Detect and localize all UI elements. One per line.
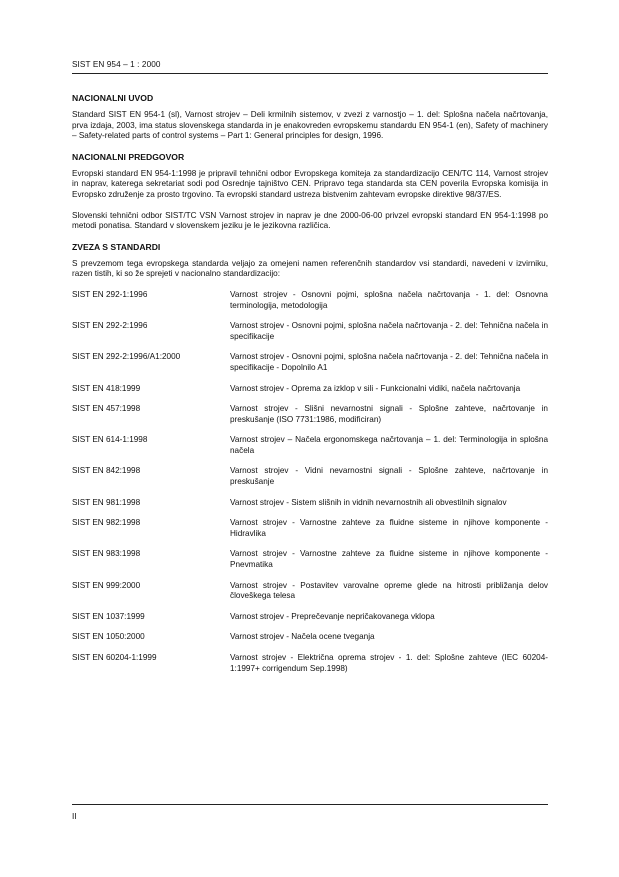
page-number: II bbox=[72, 812, 77, 821]
reference-title: Varnost strojev - Osnovni pojmi, splošna načela načrtovanja - 2. del: Tehnična načela in specifikacije bbox=[230, 321, 548, 341]
section-nacionalni-uvod bbox=[72, 93, 548, 142]
reference-title: Varnost strojev - Vidni nevarnostni signali - Splošne zahteve, načrtovanje in preskušanje bbox=[230, 466, 548, 487]
reference-row bbox=[72, 612, 548, 623]
reference-title: Varnost strojev - Električna oprema strojev - 1. del: Splošne zahteve (IEC 60204-1:1997+ corrigendum Sep.1998) bbox=[230, 653, 548, 673]
reference-title: Varnost strojev - Varnostne zahteve za fluidne sisteme in njihove komponente - Pnevmatika bbox=[230, 549, 548, 570]
reference-title: Varnost strojev - Osnovni pojmi, splošna načela načrtovanja - 2. del: Tehnična načela in specifikacije - Dopolnilo A1 bbox=[230, 352, 548, 372]
reference-code: SIST EN 614-1:1998 bbox=[72, 435, 148, 445]
reference-row bbox=[72, 352, 548, 373]
document-header: SIST EN 954 – 1 : 2000 bbox=[72, 60, 161, 69]
reference-row bbox=[72, 321, 548, 342]
reference-title: Varnost strojev - Varnostne zahteve za fluidne sisteme in njihove komponente - Hidravlika bbox=[230, 518, 548, 538]
section-title: NACIONALNI PREDGOVOR bbox=[72, 151, 185, 162]
reference-title: Varnost strojev – Načela ergonomskega načrtovanja – 1. del: Terminologija in splošna načela bbox=[230, 435, 548, 455]
reference-code: SIST EN 292-1:1996 bbox=[72, 289, 148, 299]
reference-code: SIST EN 292-2:1996/A1:2000 bbox=[72, 352, 181, 362]
reference-code: SIST EN 982:1998 bbox=[72, 518, 141, 528]
paragraph: Evropski standard EN 954-1:1998 je pripravil tehnični odbor Evropskega komiteja za standardizacijo CEN/TC 114, Varnost strojev in naprav, katerega sekretariat sodi pod Osrednje tajništvo CEN. Pripravo tega standarda sta CEN poverila Evropska komisija in Evropsko združenje za prosto trgovino. Ta evropski standard ustreza bistvenim zahtevam evropske direktive 98/37/ES. bbox=[72, 168, 548, 199]
section-nacionalni-predgovor bbox=[72, 152, 548, 232]
reference-row bbox=[72, 498, 548, 509]
section-title: ZVEZA S STANDARDI bbox=[72, 241, 161, 252]
reference-title: Varnost strojev - Postavitev varovalne opreme glede na hitrosti približanja delov človeškega telesa bbox=[230, 580, 548, 601]
header-rule bbox=[72, 73, 548, 74]
reference-code: SIST EN 418:1999 bbox=[72, 383, 141, 393]
reference-title: Varnost strojev - Oprema za izklop v sili - Funkcionalni vidiki, načela načrtovanja bbox=[230, 383, 521, 393]
reference-code: SIST EN 999:2000 bbox=[72, 580, 141, 590]
reference-code: SIST EN 842:1998 bbox=[72, 466, 141, 476]
reference-title: Varnost strojev - Sistem slišnih in vidnih nevarnostnih ali obvestilnih signalov bbox=[230, 497, 507, 507]
reference-list bbox=[72, 290, 548, 674]
reference-title: Varnost strojev - Osnovni pojmi, splošna načela načrtovanja - 1. del: Osnovna terminologija, metodologija bbox=[230, 289, 548, 310]
reference-row bbox=[72, 549, 548, 570]
reference-title: Varnost strojev - Preprečevanje nepričakovanega vklopa bbox=[230, 611, 435, 621]
reference-title: Varnost strojev - Slišni nevarnostni signali - Splošne zahteve, načrtovanje in preskušanje (ISO 7731:1986, modificiran) bbox=[230, 404, 548, 424]
reference-code: SIST EN 60204-1:1999 bbox=[72, 653, 157, 662]
paragraph: S prevzemom tega evropskega standarda veljajo za omejeni namen referenčnih standardov vsi standardi, navedeni v izvirniku, razen tistih, ki so že sprejeti v nacionalno standardizacijo: bbox=[72, 258, 548, 279]
reference-code: SIST EN 981:1998 bbox=[72, 497, 141, 507]
reference-row bbox=[72, 404, 548, 425]
reference-row bbox=[72, 435, 548, 456]
paragraph: Slovenski tehnični odbor SIST/TC VSN Varnost strojev in naprav je dne 2000-06-00 privzel evropski standard EN 954-1:1998 po metodi ponatisa. Standard v slovenskem jeziku je le jezikovna različica. bbox=[72, 210, 548, 231]
reference-row bbox=[72, 653, 548, 674]
reference-code: SIST EN 292-2:1996 bbox=[72, 321, 148, 331]
reference-row bbox=[72, 581, 548, 602]
footer-rule bbox=[72, 804, 548, 805]
reference-code: SIST EN 457:1998 bbox=[72, 404, 141, 414]
reference-row bbox=[72, 518, 548, 539]
document-body bbox=[72, 93, 548, 684]
reference-row bbox=[72, 632, 548, 643]
reference-title: Varnost strojev - Načela ocene tveganja bbox=[230, 632, 375, 642]
reference-code: SIST EN 1037:1999 bbox=[72, 611, 145, 621]
paragraph: Standard SIST EN 954-1 (sl), Varnost strojev – Deli krmilnih sistemov, v zvezi z varnostjo – 1. del: Splošna načela načrtovanja, prva izdaja, 2003, ima status slovenskega standarda in je enakovreden evropskemu standardu EN 954-1 (en), Safety of machinery – Safety-related parts of control systems – Part 1: General principles for design, 1996. bbox=[72, 110, 548, 141]
reference-row bbox=[72, 290, 548, 311]
reference-code: SIST EN 983:1998 bbox=[72, 549, 141, 559]
section-zveza-s-standardi bbox=[72, 242, 548, 674]
reference-code: SIST EN 1050:2000 bbox=[72, 632, 145, 642]
section-title: NACIONALNI UVOD bbox=[72, 93, 154, 103]
reference-row bbox=[72, 466, 548, 487]
reference-row bbox=[72, 384, 548, 395]
